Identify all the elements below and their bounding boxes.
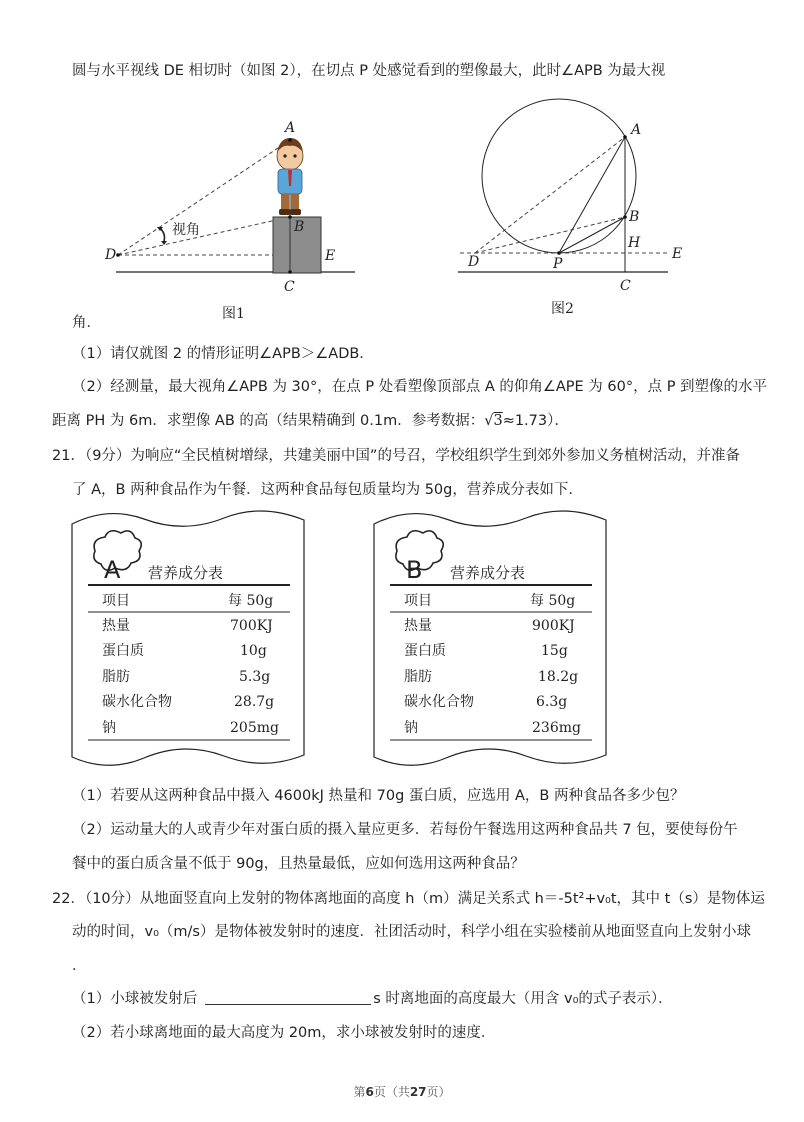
point-label-b: B xyxy=(294,219,305,235)
figure-caption: 图1 xyxy=(222,306,245,322)
q21-part1: （1）若要从这两种食品中摄入 4600kJ 热量和 70g 蛋白质，应选用 A，B 两种食品各多少包？ xyxy=(72,788,685,804)
q22-part2: （2）若小球离地面的最大高度为 20m，求小球被发射时的速度． xyxy=(72,1025,496,1041)
point-label-b: B xyxy=(629,209,640,225)
q20-part1: （1）请仅就图 2 的情形证明∠APB＞∠ADB． xyxy=(72,346,374,362)
row-value: 5.3g xyxy=(239,669,271,685)
q22-line3: ． xyxy=(72,958,87,974)
para-line: 角． xyxy=(72,315,101,331)
q21-line2: 了 A，B 两种食品作为午餐．这两种食品每包质量均为 50g，营养成分表如下． xyxy=(72,482,583,498)
row-name: 热量 xyxy=(102,618,130,634)
q21-part2-line2: 餐中的蛋白质含量不低于 90g，且热量最低，应如何选用这两种食品？ xyxy=(72,856,525,872)
q21-part2-line1: （2）运动量大的人或青少年对蛋白质的摄入量应更多．若每份午餐选用这两种食品共 7 包，要使每份午 xyxy=(72,822,738,838)
point-label-e: E xyxy=(672,246,683,262)
q22-line2: 动的时间，v₀（m/s）是物体被发射时的速度．社团活动时，科学小组在实验楼前从地面竖直向上发射小球 xyxy=(72,924,751,940)
point-label-a: A xyxy=(285,120,296,136)
row-name: 钠 xyxy=(404,720,418,736)
card-title: 营养成分表 xyxy=(148,564,224,582)
point-label-c: C xyxy=(284,279,295,295)
row-value: 28.7g xyxy=(234,694,275,710)
answer-blank[interactable] xyxy=(205,990,371,1005)
q22-line1: 22．（10分）从地面竖直向上发射的物体离地面的高度 h（m）满足关系式 h＝-5t²+v₀t，其中 t（s）是物体运 xyxy=(52,891,765,907)
row-value: 10g xyxy=(240,643,267,659)
row-name: 蛋白质 xyxy=(102,643,144,659)
column-header-item: 项目 xyxy=(102,593,130,609)
q20-part2-line1: （2）经测量，最大视角∠APB 为 30°，在点 P 处看塑像顶部点 A 的仰角∠APE 为 60°，点 P 到塑像的水平 xyxy=(72,379,768,395)
card-title: 营养成分表 xyxy=(450,564,526,582)
point-label-d: D xyxy=(105,247,117,263)
point-label-h: H xyxy=(628,235,641,251)
row-name: 蛋白质 xyxy=(404,643,446,659)
row-name: 脂肪 xyxy=(102,669,130,685)
figure-caption: 图2 xyxy=(551,301,574,317)
point-label-c: C xyxy=(620,278,631,294)
column-header-value: 每 50g xyxy=(228,593,274,609)
row-value: 700KJ xyxy=(230,618,273,634)
q21-line1: 21．（9分）为响应“全民植树增绿，共建美丽中国”的号召，学校组织学生到郊外参加义务植树活动，并准备 xyxy=(52,448,740,464)
row-name: 碳水化合物 xyxy=(404,694,474,710)
angle-label: 视角 xyxy=(172,222,200,238)
para-line: 圆与水平视线 DE 相切时（如图 2），在切点 P 处感觉看到的塑像最大，此时∠APB 为最大视 xyxy=(72,63,666,79)
point-label-e: E xyxy=(325,248,336,264)
row-value: 6.3g xyxy=(536,694,568,710)
row-name: 钠 xyxy=(102,720,116,736)
point-label-d: D xyxy=(468,254,480,270)
row-name: 脂肪 xyxy=(404,669,432,685)
row-name: 碳水化合物 xyxy=(102,694,172,710)
row-value: 18.2g xyxy=(538,669,579,685)
point-label-a: A xyxy=(631,122,642,138)
q22-part1: （1）小球被发射后 s 时离地面的高度最大（用含 v₀的式子表示）． xyxy=(72,991,673,1007)
row-value: 236mg xyxy=(532,720,581,736)
column-header-item: 项目 xyxy=(404,593,432,609)
row-name: 热量 xyxy=(404,618,432,634)
point-label-p: P xyxy=(553,256,563,272)
page-footer: 第6页（共27页） xyxy=(353,1085,451,1099)
row-value: 15g xyxy=(541,643,568,659)
row-value: 900KJ xyxy=(532,618,575,634)
badge-letter: A xyxy=(104,556,121,584)
row-value: 205mg xyxy=(230,720,279,736)
column-header-value: 每 50g xyxy=(530,593,576,609)
sqrt-symbol: √3 xyxy=(484,413,503,429)
q20-part2-line2: 距离 PH 为 6m．求塑像 AB 的高（结果精确到 0.1m．参考数据：√3≈1.73）． xyxy=(52,413,569,429)
badge-letter: B xyxy=(406,556,423,584)
